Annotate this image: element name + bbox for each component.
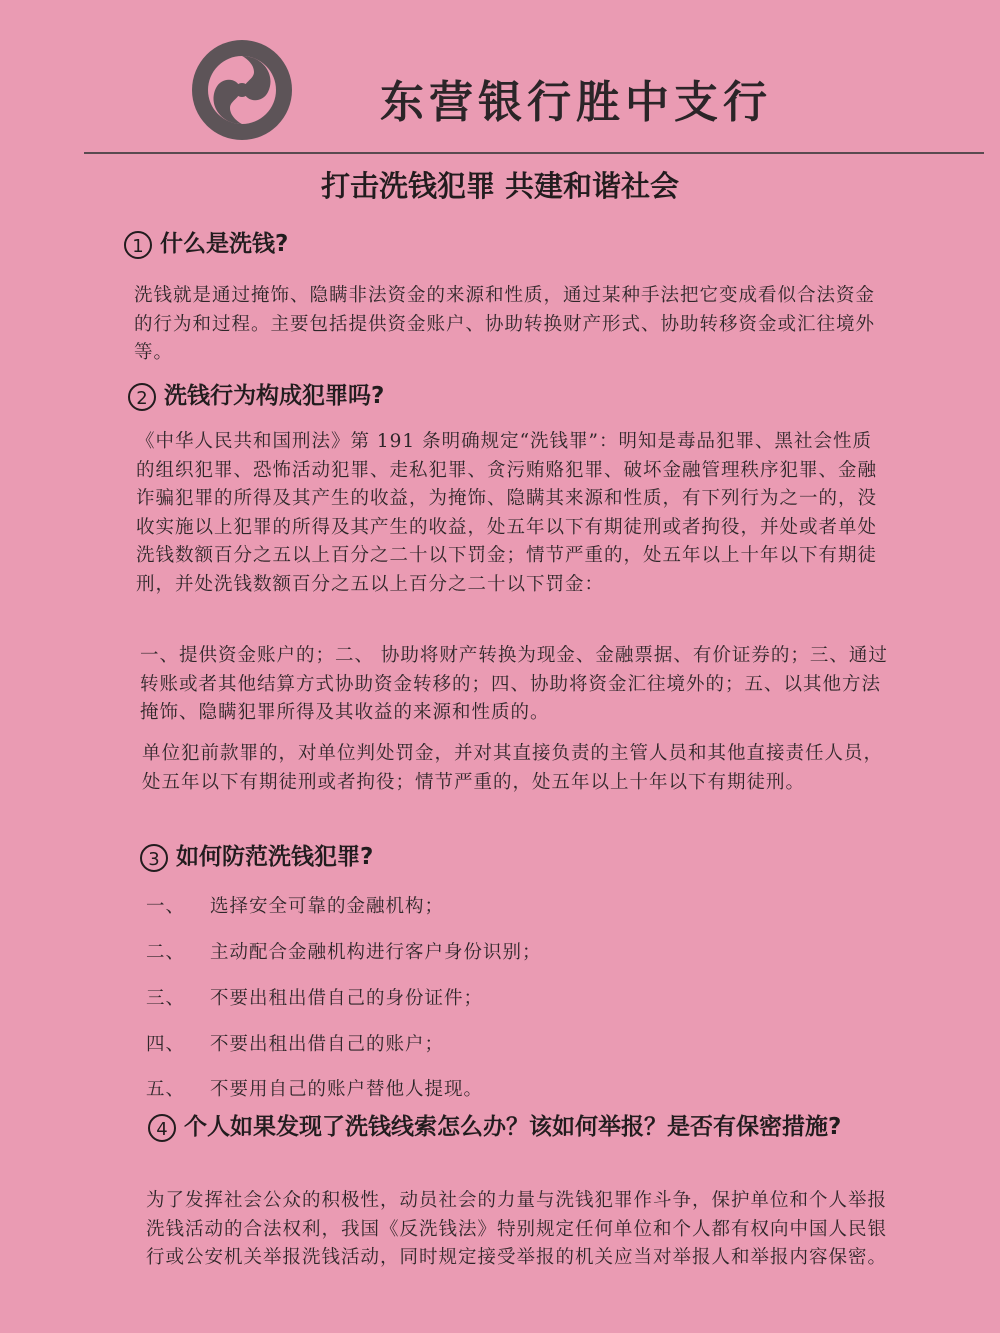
section-1-paragraph: 洗钱就是通过掩饰、隐瞒非法资金的来源和性质，通过某种手法把它变成看似合法资金的行为和过程。主要包括提供资金账户、协助转换财产形式、协助转移资金或汇往境外等。 xyxy=(134,285,876,363)
section-2-heading-text: 洗钱行为构成犯罪吗? xyxy=(164,383,385,409)
section-4-heading-text: 个人如果发现了洗钱线索怎么办？该如何举报？是否有保密措施? xyxy=(184,1114,842,1140)
bank-swirl-logo-icon xyxy=(188,36,296,144)
page-title: 打击洗钱犯罪 共建和谐社会 xyxy=(320,169,680,203)
bank-name: 东营银行胜中支行 xyxy=(380,77,772,128)
section-2-paragraph-law: 《中华人民共和国刑法》第 191 条明确规定“洗钱罪”：明知是毒品犯罪、黑社会性质的组织犯罪、恐怖活动犯罪、走私犯罪、贪污贿赂犯罪、破坏金融管理秩序犯罪、金融诈骗犯罪的所得及其产生的收益，为掩饰、隐瞒其来源和性质，有下列行为之一的，没收实施以上犯罪的所得及其产生的收益，处五年以下有期徒刑或者拘役，并处或者单处洗钱数额百分之五以上百分之二十以下罚金；情节严重的，处五年以上十年以下有期徒刑，并处洗钱数额百分之五以上百分之二十以下罚金： xyxy=(136,431,878,595)
section-2-heading xyxy=(128,381,384,412)
section-2-paragraph-unit: 单位犯前款罪的，对单位判处罚金，并对其直接负责的主管人员和其他直接责任人员，处五年以下有期徒刑或者拘役；情节严重的，处五年以上十年以下有期徒刑。 xyxy=(142,743,884,793)
circled-number-1: 1 xyxy=(124,231,152,259)
list-item: 四、 不要出租出借自己的账户； xyxy=(146,1034,445,1055)
list-item: 一、 选择安全可靠的金融机构； xyxy=(146,896,445,917)
list-item: 二、 主动配合金融机构进行客户身份识别； xyxy=(146,942,542,963)
section-3-heading-text: 如何防范洗钱犯罪? xyxy=(176,844,374,870)
circled-number-3: 3 xyxy=(140,844,168,872)
section-3-heading xyxy=(140,842,373,873)
section-1-heading-text: 什么是洗钱? xyxy=(160,231,289,257)
list-item: 三、 不要出租出借自己的身份证件； xyxy=(146,988,484,1009)
section-4-paragraph: 为了发挥社会公众的积极性，动员社会的力量与洗钱犯罪作斗争，保护单位和个人举报洗钱活动的合法权利，我国《反洗钱法》特别规定任何单位和个人都有权向中国人民银行或公安机关举报洗钱活动，同时规定接受举报的机关应当对举报人和举报内容保密。 xyxy=(146,1190,888,1268)
section-4-heading xyxy=(148,1112,878,1143)
circled-number-2: 2 xyxy=(128,383,156,411)
section-1-heading xyxy=(124,229,288,260)
circled-number-4: 4 xyxy=(148,1114,176,1142)
header-divider xyxy=(84,152,984,154)
list-item: 五、 不要用自己的账户替他人提现。 xyxy=(146,1079,484,1100)
section-2-paragraph-acts: 一、提供资金账户的；二、 协助将财产转换为现金、金融票据、有价证券的；三、通过转账或者其他结算方式协助资金转移的；四、协助将资金汇往境外的；五、以其他方法掩饰、隐瞒犯罪所得及其收益的来源和性质的。 xyxy=(140,645,888,723)
